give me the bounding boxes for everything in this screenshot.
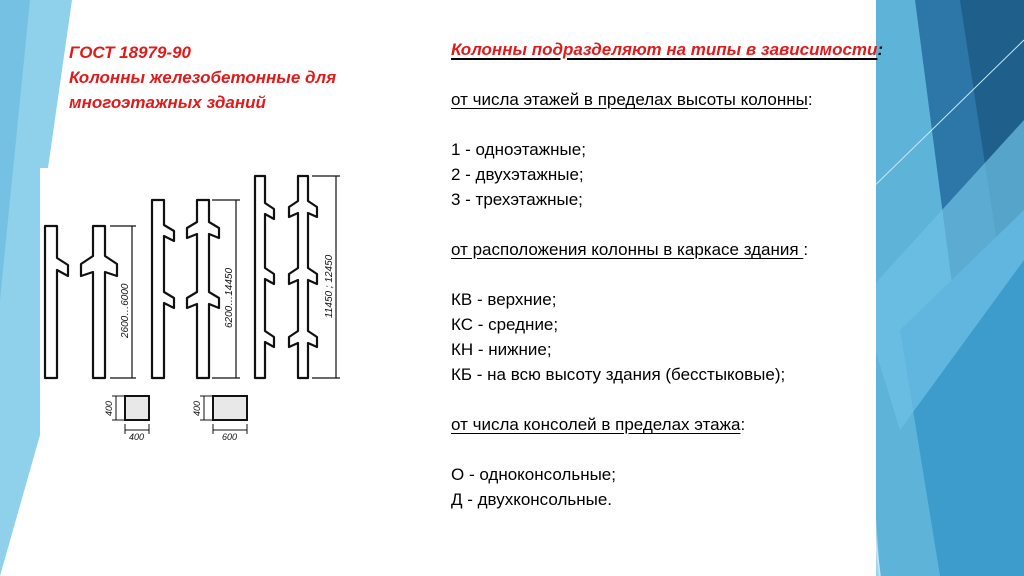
list-item: 3 - трехэтажные; [451,190,583,209]
list-item: 2 - двухэтажные; [451,165,584,184]
list-item: КС - средние; [451,315,559,334]
column-4 [187,200,219,378]
classification-text [451,37,1011,512]
list-item: КБ - на всю высоту здания (бесстыковые); [451,365,786,384]
main-heading [451,37,1011,62]
section-2-side-label: 400 [192,400,202,416]
main-heading-colon: : [877,40,884,59]
group3-title: от числа консолей в пределах этажа: [451,415,746,434]
list-item: Д - двухконсольные. [451,490,613,509]
slide-title [69,40,439,115]
column-1 [45,226,68,378]
group2-title: от расположения колонны в каркасе здания : [451,240,809,259]
list-item: КН - нижние; [451,340,552,359]
group1-title: от числа этажей в пределах высоты колонны: [451,90,813,109]
title-line-1: ГОСТ 18979-90 [69,43,192,62]
title-line-3: многоэтажных зданий [69,93,266,112]
section-1-side-label: 400 [104,400,114,416]
title-line-2: Колонны железобетонные для [69,68,337,87]
column-3 [152,200,174,378]
dim-label-height-2: 6200…14450 [224,267,235,328]
list-item: КВ - верхние; [451,290,557,309]
columns-drawing [40,168,370,443]
main-heading-text: Колонны подразделяют на типы в зависимости [451,40,878,59]
column-2 [81,226,117,378]
dim-label-height-3: 11450 ; 12450 [324,254,335,318]
section-1-bottom-label: 400 [129,432,145,442]
dim-label-height-1: 2600…6000 [120,283,131,338]
section-2 [213,396,247,420]
column-5 [255,176,274,378]
section-2-bottom-label: 600 [222,432,238,442]
section-1 [125,396,149,420]
list-item: 1 - одноэтажные; [451,140,586,159]
list-item: О - одноконсольные; [451,465,616,484]
column-6 [289,176,317,378]
